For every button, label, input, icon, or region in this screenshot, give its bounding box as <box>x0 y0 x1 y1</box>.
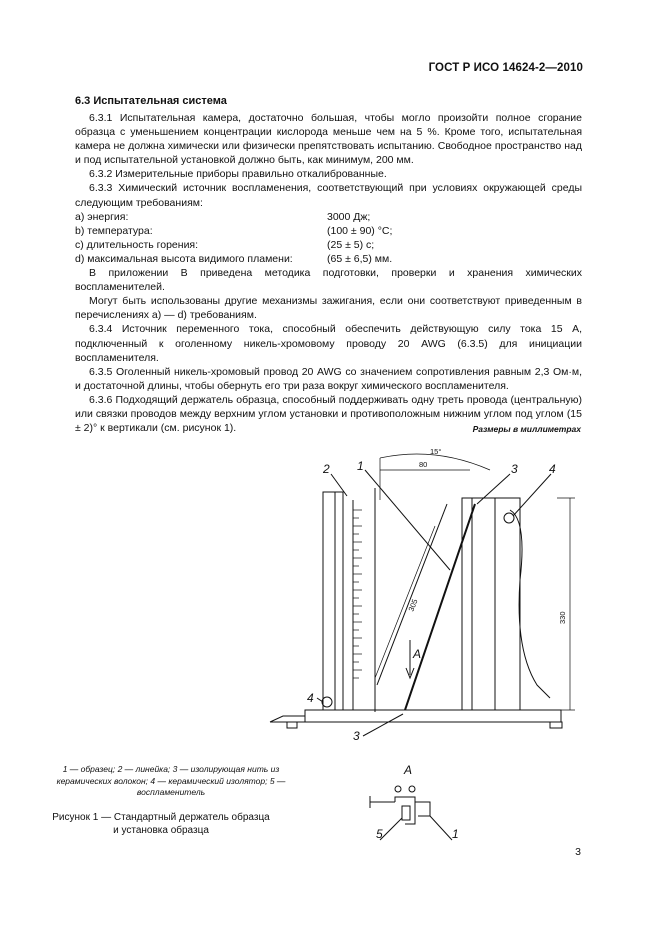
list-item <box>75 210 582 224</box>
list-item <box>75 252 582 266</box>
ceramic-insulator-right <box>504 513 514 523</box>
base-plate <box>305 710 561 722</box>
list-item <box>75 224 582 238</box>
height-label: 330 <box>558 611 567 624</box>
width-label: 80 <box>419 460 428 469</box>
angle-label: 15° <box>430 447 442 456</box>
document-header: ГОСТ Р ИСО 14624-2—2010 <box>428 62 583 74</box>
list-item-value: 3000 Дж; <box>327 210 371 223</box>
wire-right <box>510 510 550 698</box>
paragraph-6-3-6: 6.3.6 Подходящий держатель образца, способный поддерживать одну треть провода (центральную) или связки проводов между верхним углом установки и противоположным нижним углом под углом (15 ± 2)° к вертикали (см. рисунок 1). <box>75 393 582 435</box>
paragraph-appendix: В приложении В приведена методика подготовки, проверки и хранения химических воспламенителей. <box>75 267 582 294</box>
list-item-label: a) энергия: <box>75 210 129 223</box>
ruler-ticks <box>353 510 362 678</box>
detail-title: А <box>404 763 413 777</box>
dimensions-note: Размеры в миллиметрах <box>472 424 581 434</box>
label-4-bottom: 4 <box>307 691 314 705</box>
caption-line-1: Рисунок 1 — Стандартный держатель образца <box>52 812 270 823</box>
list-item-value: (25 ± 5) с; <box>327 238 375 251</box>
list-item-label: c) длительность горения: <box>75 238 199 251</box>
caption-line-2: и установка образца <box>113 825 209 836</box>
body-text <box>75 111 582 435</box>
label-3: 3 <box>511 462 518 476</box>
paragraph-6-3-4: 6.3.4 Источник переменного тока, способный обеспечить действующую силу тока 15 А, подключенный к оголенному никель-хромовому проводу 20 AWG (6.3.5) для инициации воспламенителя. <box>75 323 582 364</box>
angle-arc <box>380 454 490 470</box>
list-item-value: (65 ± 6,5) мм. <box>327 252 393 265</box>
label-3-bottom: 3 <box>353 729 360 743</box>
paragraph-6-3-2: 6.3.2 Измерительные приборы правильно откалиброванные. <box>89 168 387 181</box>
list-item <box>75 238 582 252</box>
label-1: 1 <box>357 459 364 473</box>
diag-dimension <box>375 526 435 678</box>
section-title: 6.3 Испытательная система <box>75 95 227 107</box>
paragraph-other-mechanisms: Могут быть использованы другие механизмы зажигания, если они соответствуют приведенным в перечислениях a) — d) требованиям. <box>75 295 582 322</box>
detail-label-5: 5 <box>376 827 383 841</box>
figure-caption <box>30 811 292 837</box>
label-2: 2 <box>323 462 330 476</box>
paragraph-6-3-5: 6.3.5 Оголенный никель-хромовый провод 20 AWG со значением сопротивления равным 2,3 Ом·м, и достаточной длины, чтобы обернуть его три раза вокруг химического воспламенителя. <box>75 365 582 392</box>
list-item-label: d) максимальная высота видимого пламени: <box>75 252 293 265</box>
paragraph-6-3-1: 6.3.1 Испытательная камера, достаточно большая, чтобы могло произойти полное сгорание образца с уменьшением концентрации кислорода меньше чем на 5 %. Кроме того, испытательная камера не должна химически или физически препятствовать испытанию. Свободное пространство над и под испытательной установкой должно быть, как минимум, 200 мм. <box>75 112 582 167</box>
label-a: А <box>413 647 422 661</box>
figure-legend: 1 — образец; 2 — линейка; 3 — изолирующая нить из керамических волокон; 4 — керамический изолятор; 5 — воспламенитель <box>56 764 286 797</box>
left-post <box>323 492 335 710</box>
paragraph-6-3-3: 6.3.3 Химический источник воспламенения, соответствующий при условиях окружающей среды следующим требованиям: <box>75 182 582 209</box>
list-item-value: (100 ± 90) °С; <box>327 224 393 237</box>
label-4: 4 <box>549 462 556 476</box>
list-item-label: b) температура: <box>75 224 153 237</box>
ruler <box>335 492 343 710</box>
specimen-holder-figure <box>265 440 595 760</box>
detail-a <box>360 762 470 842</box>
detail-label-1: 1 <box>452 827 459 841</box>
page-number: 3 <box>575 846 581 858</box>
diag-label: 305 <box>406 597 420 613</box>
